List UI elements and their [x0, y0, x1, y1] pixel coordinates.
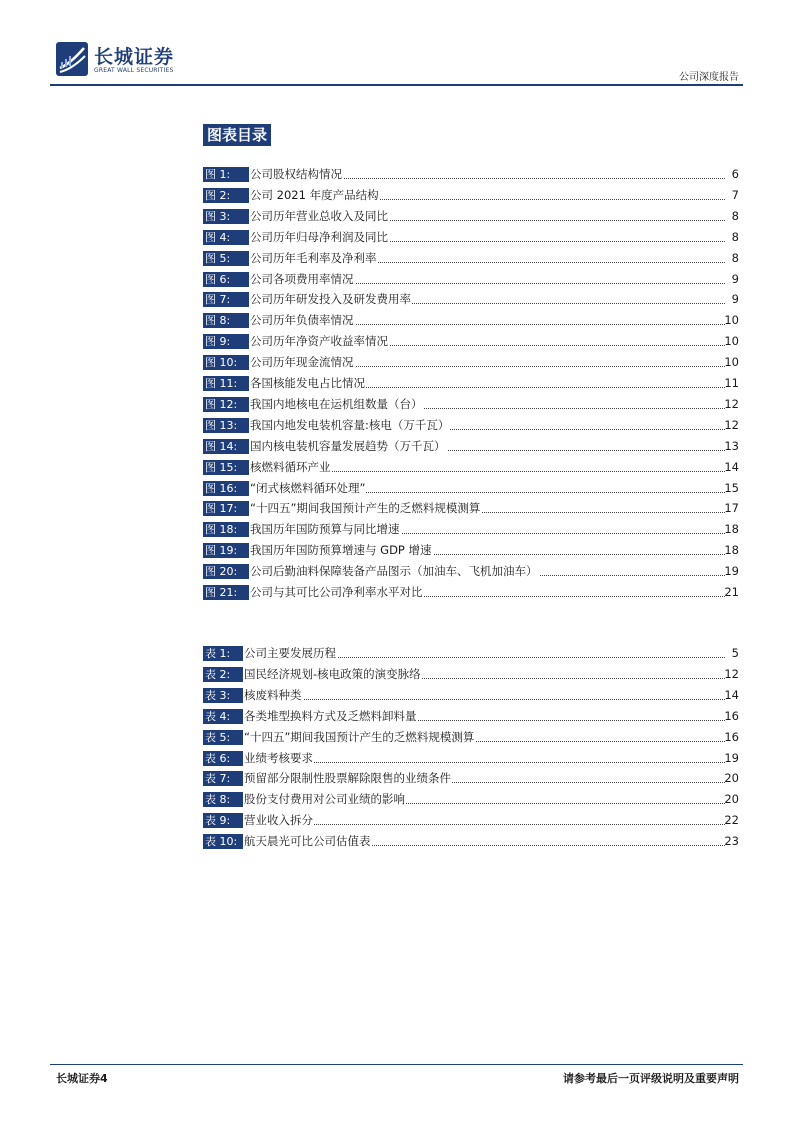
toc-entry-label: 表 6:: [203, 751, 243, 766]
toc-entry-page: 22: [724, 813, 739, 828]
toc-entry-title: 国民经济规划-核电政策的演变脉络: [244, 666, 421, 681]
toc-entry[interactable]: [203, 375, 739, 392]
toc-entry[interactable]: [203, 500, 739, 517]
toc-entry-title: 各类堆型换料方式及乏燃料卸料量: [244, 708, 417, 723]
toc-entry[interactable]: [203, 438, 739, 455]
toc-entry-label: 图 7:: [203, 292, 249, 307]
report-type: 公司深度报告: [679, 72, 739, 83]
toc-entry-label: 图 20:: [203, 564, 249, 579]
toc-entry-title: 公司各项费用率情况: [250, 271, 354, 286]
toc-entry[interactable]: [203, 396, 739, 413]
toc-entry-title: 航天晨光可比公司估值表: [244, 834, 371, 849]
toc-entry-page: 12: [724, 396, 739, 411]
toc-entry[interactable]: [203, 584, 739, 601]
toc-entry-page: 20: [724, 792, 739, 807]
toc-entry-label: 图 11:: [203, 376, 249, 391]
toc-entry-page: 19: [724, 750, 739, 765]
header-divider: [50, 84, 743, 86]
toc-entry-page: 16: [724, 708, 739, 723]
toc-entry-label: 表 8:: [203, 792, 243, 807]
toc-entry-title: 国内核电装机容量发展趋势（万千瓦）: [250, 438, 446, 453]
toc-entry[interactable]: [203, 812, 739, 829]
toc-entry-label: 表 5:: [203, 730, 243, 745]
toc-entry-label: 图 6:: [203, 272, 249, 287]
toc-entry-page: 14: [724, 459, 739, 474]
toc-entry-title: 公司历年净资产收益率情况: [250, 334, 388, 349]
toc-entry-page: 8: [731, 208, 739, 223]
toc-dot-leader: [244, 824, 725, 825]
toc-entry[interactable]: [203, 645, 739, 662]
toc-entry-title: “十四五”期间我国预计产生的乏燃料规模测算: [244, 729, 475, 744]
toc-entry-page: 12: [724, 666, 739, 681]
toc-entry-page: 18: [724, 543, 739, 558]
toc-entry-label: 表 7:: [203, 771, 243, 786]
toc-entry-title: 营业收入拆分: [244, 813, 313, 828]
toc-entry-label: 图 10:: [203, 355, 249, 370]
toc-entry-title: 公司历年营业总收入及同比: [250, 208, 388, 223]
toc-entry-title: 公司历年毛利率及净利率: [250, 250, 377, 265]
toc-entry[interactable]: [203, 750, 739, 767]
toc-entry[interactable]: [203, 187, 739, 204]
toc-entry-label: 图 15:: [203, 460, 249, 475]
toc-entry-title: 核废料种类: [244, 687, 302, 702]
toc-entry-page: 8: [731, 250, 739, 265]
logo-text-en: GREAT WALL SECURITIES: [94, 67, 174, 74]
toc-entry-label: 图 9:: [203, 334, 249, 349]
footer-divider: [50, 1064, 743, 1065]
toc-entry[interactable]: [203, 354, 739, 371]
toc-entry-page: 23: [724, 834, 739, 849]
toc-entry-title: 各国核能发电占比情况: [250, 376, 365, 390]
toc-entry-title: 公司历年负债率情况: [250, 313, 354, 328]
toc-dot-leader: [244, 762, 725, 763]
toc-entry-label: 图 16:: [203, 481, 249, 496]
toc-entry-title: 公司历年现金流情况: [250, 355, 354, 370]
toc-entry-label: 表 2:: [203, 667, 243, 682]
toc-entry[interactable]: [203, 687, 739, 704]
toc-entry[interactable]: [203, 291, 739, 308]
section-title: 图表目录: [203, 124, 271, 146]
toc-entry-title: 我国内地发电装机容量:核电（万千瓦）: [250, 417, 450, 432]
toc-entry-title: 公司历年归母净利润及同比: [250, 229, 388, 244]
toc-entry-page: 16: [724, 729, 739, 744]
toc-entry[interactable]: [203, 521, 739, 538]
logo-text-cn: 长城证券: [94, 46, 175, 68]
toc-entry-label: 表 9:: [203, 813, 243, 828]
toc-entry-label: 表 1:: [203, 646, 243, 661]
toc-entry[interactable]: [203, 542, 739, 559]
toc-entry[interactable]: [203, 312, 739, 329]
toc-entry-label: 图 2:: [203, 188, 249, 203]
toc-entry-page: 5: [731, 646, 739, 660]
toc-entry[interactable]: [203, 770, 739, 787]
toc-entry[interactable]: [203, 666, 739, 683]
toc-entry-page: 21: [724, 585, 739, 599]
toc-entry-label: 表 10:: [203, 834, 243, 849]
toc-entry-page: 14: [724, 687, 739, 702]
toc-entry[interactable]: [203, 250, 739, 267]
toc-entry-page: 10: [724, 355, 739, 370]
toc-entry-title: 我国历年国防预算与同比增速: [250, 522, 400, 537]
toc-entry-title: 预留部分限制性股票解除限售的业绩条件: [244, 771, 451, 786]
toc-entry-label: 图 8:: [203, 313, 249, 328]
footer-left: 长城证券4: [56, 1072, 108, 1085]
toc-entry[interactable]: [203, 208, 739, 225]
toc-entry[interactable]: [203, 708, 739, 725]
toc-entry-title: 公司与其可比公司净利率水平对比: [250, 585, 423, 599]
toc-entry-page: 11: [724, 376, 739, 390]
toc-entry-page: 15: [724, 480, 739, 495]
toc-entry-label: 图 17:: [203, 501, 249, 516]
toc-entry-page: 19: [724, 564, 739, 579]
toc-entry-title: 业绩考核要求: [244, 750, 313, 765]
toc-entry-title: 我国历年国防预算增速与 GDP 增速: [250, 543, 432, 558]
toc-entry-page: 7: [731, 187, 739, 202]
great-wall-logo-icon: [56, 42, 88, 76]
toc-entry[interactable]: [203, 417, 739, 434]
toc-entry[interactable]: [203, 166, 739, 183]
toc-entry[interactable]: [203, 791, 739, 808]
toc-entry-page: 13: [724, 438, 739, 453]
toc-entry-page: 20: [724, 771, 739, 786]
toc-entry-page: 12: [724, 417, 739, 432]
toc-entry[interactable]: [203, 271, 739, 288]
toc-entry-page: 10: [724, 334, 739, 349]
toc-entry[interactable]: [203, 563, 739, 580]
toc-entry-title: “十四五”期间我国预计产生的乏燃料规模测算: [250, 501, 481, 516]
toc-entry-page: 8: [731, 229, 739, 244]
toc-entry-label: 图 3:: [203, 209, 249, 224]
toc-entry-title: 公司主要发展历程: [244, 646, 336, 660]
toc-entry-title: “闭式核燃料循环处理”: [250, 480, 366, 495]
toc-entry-label: 图 18:: [203, 522, 249, 537]
toc-entry-title: 公司后勤油料保障装备产品图示（加油车、飞机加油车）: [250, 564, 538, 579]
toc-entry[interactable]: [203, 729, 739, 746]
toc-entry[interactable]: [203, 229, 739, 246]
toc-entry-title: 公司历年研发投入及研发费用率: [250, 292, 411, 307]
toc-entry[interactable]: [203, 480, 739, 497]
toc-entry-label: 图 14:: [203, 439, 249, 454]
toc-dot-leader: [244, 699, 725, 700]
toc-entry-title: 公司股权结构情况: [250, 167, 342, 181]
toc-entry-label: 图 19:: [203, 543, 249, 558]
toc-entry-title: 我国内地核电在运机组数量（台）: [250, 396, 423, 411]
toc-entry-label: 图 5:: [203, 251, 249, 266]
toc-entry-page: 10: [724, 313, 739, 328]
toc-entry-label: 表 4:: [203, 709, 243, 724]
toc-entry[interactable]: [203, 459, 739, 476]
toc-entry-label: 图 13:: [203, 418, 249, 433]
toc-entry-title: 公司 2021 年度产品结构: [250, 187, 379, 202]
toc-entry-page: 18: [724, 522, 739, 537]
toc-entry-page: 9: [731, 292, 739, 307]
toc-entry-title: 核燃料循环产业: [250, 459, 331, 474]
toc-entry-label: 图 4:: [203, 230, 249, 245]
toc-entry-page: 9: [731, 271, 739, 286]
toc-entry-label: 表 3:: [203, 688, 243, 703]
toc-entry-label: 图 21:: [203, 585, 249, 600]
toc-entry-title: 股份支付费用对公司业绩的影响: [244, 792, 405, 807]
toc-entry-label: 图 12:: [203, 397, 249, 412]
toc-entry[interactable]: [203, 333, 739, 350]
toc-entry-label: 图 1:: [203, 167, 249, 182]
toc-entry-page: 6: [731, 167, 739, 181]
company-logo: [56, 42, 196, 78]
toc-entry[interactable]: [203, 833, 739, 850]
footer-disclaimer: 请参考最后一页评级说明及重要声明: [563, 1072, 739, 1085]
toc-entry-page: 17: [724, 501, 739, 516]
